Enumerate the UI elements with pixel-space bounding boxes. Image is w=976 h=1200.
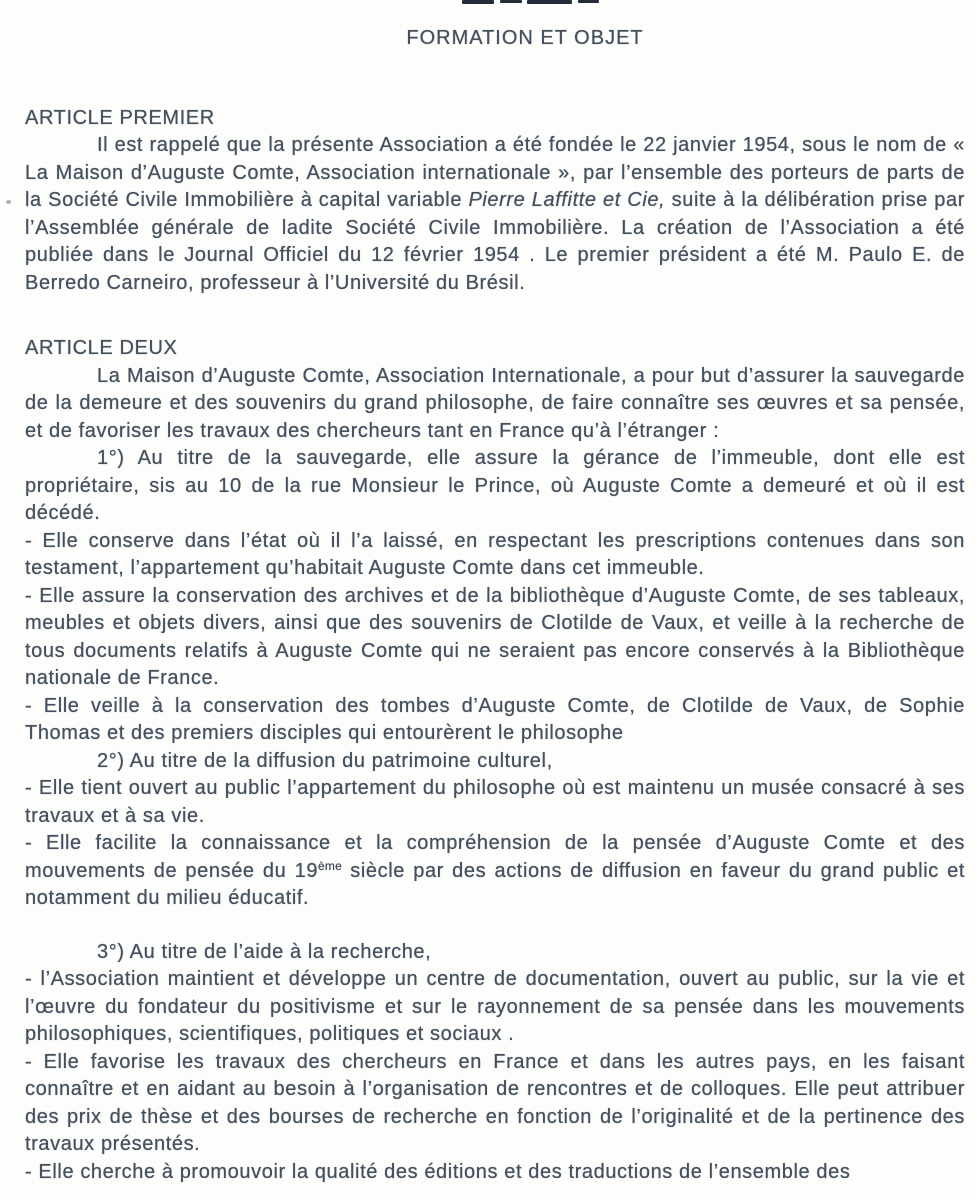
item-3-recherche xyxy=(25,939,965,967)
item-favorise xyxy=(25,1049,965,1159)
item-connaissance xyxy=(25,830,965,913)
item-musee xyxy=(25,775,965,830)
article-deux-intro xyxy=(25,363,965,446)
item-documentation xyxy=(25,966,965,1049)
scan-speck xyxy=(6,200,11,204)
text-run: - Elle favorise les travaux des chercheurs en France et dans les autres pays, en les faisant connaître et en aidant au besoin à l’organisation de rencontres et de colloques. Elle peut attribuer des prix de thèse et des bourses de recherche en fonction de l’originalité et de la pertinence des travaux présentés. xyxy=(25,1050,965,1155)
text-run: - Elle facilite la connaissance et la compréhension de la pensée d’Auguste Comte et des mouvements de pensée du 19 xyxy=(25,832,965,882)
item-archives xyxy=(25,583,965,693)
text-run: 3°) Au titre de l’aide à la recherche, xyxy=(97,940,432,963)
text-run: - Elle assure la conservation des archives et de la bibliothèque d’Auguste Comte, de ses tableaux, meubles et objets divers, ainsi que des souvenirs de Clotilde de Vaux, et veille à la recherche de tous documents relatifs à Auguste Comte qui ne seraient pas encore conservés à la Bibliothèque nationale de France. xyxy=(25,584,965,689)
text-run: suite à la délibération prise par l’Assemblée générale de ladite Société Civile Immobilière. La création de l’Association a été publiée dans le Journal Officiel du 12 février 1954 . Le premier président a été M. Paulo E. de Berredo Carneiro, professeur à l’Université du Brésil. xyxy=(25,189,965,294)
item-1-sauvegarde xyxy=(25,445,965,528)
paragraph-gap xyxy=(25,297,965,335)
item-conserve xyxy=(25,528,965,583)
article-deux-heading xyxy=(25,335,965,363)
text-run: 1°) Au titre de la sauvegarde, elle assure la gérance de l’immeuble, dont elle est propriétaire, sis au 10 de la rue Monsieur le Prince, où Auguste Comte a demeuré et où il est décédé. xyxy=(25,447,965,524)
article-premier-heading xyxy=(25,105,965,133)
item-tombes xyxy=(25,693,965,748)
text-run: - Elle veille à la conservation des tombes d’Auguste Comte, de Clotilde de Vaux, de Sophie Thomas et des premiers disciples qui entourèrent le philosophe xyxy=(25,694,965,744)
text-run-sup: ème xyxy=(318,858,342,873)
article-premier-paragraph xyxy=(25,132,965,297)
document-body xyxy=(0,105,976,1187)
text-run: - Elle conserve dans l’état où il l’a laissé, en respectant les prescriptions contenues dans son testament, l’appartement qu’habitait Auguste Comte dans cet immeuble. xyxy=(25,529,965,579)
cut-off-text-artifact xyxy=(462,0,494,4)
text-run: - Elle tient ouvert au public l’appartement du philosophe où est maintenu un musée consacré à ses travaux et à sa vie. xyxy=(25,777,965,827)
cut-off-text-artifact xyxy=(527,0,572,4)
text-run: ARTICLE DEUX xyxy=(25,337,178,359)
cut-off-text-artifact xyxy=(578,0,599,3)
text-run-italic: Pierre Laffitte et Cie, xyxy=(468,189,666,211)
text-run: La Maison d’Auguste Comte, Association Internationale, a pour but d’assurer la sauvegarde de la demeure et des souvenirs du grand philosophe, de faire connaître ses œuvres et sa pensée, et de favoriser les travaux des chercheurs tant en France qu’à l’étranger : xyxy=(25,364,965,442)
cut-off-text-artifact xyxy=(500,0,522,3)
text-run: - Elle cherche à promouvoir la qualité des éditions et des traductions de l’ensemble des xyxy=(25,1160,851,1183)
text-run: siècle par des actions de diffusion en faveur du grand public et notamment du milieu éducatif. xyxy=(25,859,965,909)
document-title: FORMATION ET OBJET xyxy=(406,27,644,49)
item-editions-clipped xyxy=(25,1159,965,1187)
paragraph-gap xyxy=(25,913,965,939)
text-run: - l’Association maintient et développe un centre de documentation, ouvert au public, sur la vie et l’œuvre du fondateur du positivisme et sur le rayonnement de sa pensée dans les mouvements philosophiques, scientifiques, politiques et sociaux . xyxy=(25,968,965,1045)
item-2-diffusion xyxy=(25,748,965,776)
text-run: 2°) Au titre de la diffusion du patrimoine culturel, xyxy=(97,749,553,772)
text-run: ARTICLE PREMIER xyxy=(25,106,215,129)
text-run: Il est rappelé que la présente Association a été fondée le 22 janvier 1954, sous le nom de « La Maison d’Auguste Comte, Association internationale », par l’ensemble des porteurs de parts de la Société Civile Immobilière à capital variable xyxy=(25,134,965,211)
